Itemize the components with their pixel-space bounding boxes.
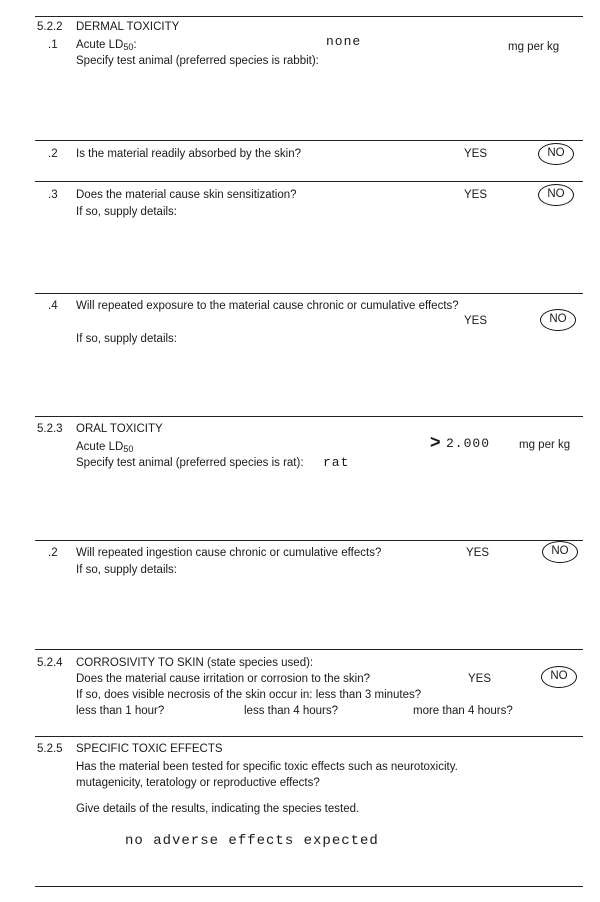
rule — [35, 140, 583, 141]
no-option-circled: NO — [540, 309, 576, 331]
section-number: 5.2.4 — [37, 657, 63, 669]
question-text: Is the material readily absorbed by the skin? — [76, 148, 302, 160]
yes-option: YES — [464, 189, 488, 201]
no-option-circled: NO — [542, 541, 578, 563]
yes-option: YES — [466, 547, 490, 559]
ld50-unit: mg per kg — [508, 41, 560, 53]
rule — [35, 181, 583, 182]
question-text: Will repeated exposure to the material cause chronic or cumulative effects? — [76, 300, 459, 312]
ld50-label: Acute $LD_{50}$ — [76, 441, 134, 454]
question-text: Does the material cause skin sensitization? — [76, 189, 297, 201]
section-number: 5.2.3 — [37, 423, 63, 435]
item-number: .2 — [48, 148, 58, 160]
necrosis-option: more than 4 hours? — [413, 705, 513, 717]
yes-option: YES — [468, 673, 492, 685]
ld50-value: 2.000 — [446, 436, 491, 451]
details-prompt: Give details of the results, indicating the species tested. — [76, 803, 360, 815]
details-prompt: If so, supply details: — [76, 333, 177, 345]
specify-animal: Specify test animal (preferred species is rat): — [76, 457, 304, 469]
details-prompt: If so, supply details: — [76, 564, 177, 576]
rule — [35, 416, 583, 417]
no-option-circled: NO — [541, 666, 577, 688]
ld50-unit: mg per kg — [519, 439, 571, 451]
item-number: .2 — [48, 547, 58, 559]
bottom-rule — [35, 886, 583, 887]
necrosis-option: less than 1 hour? — [76, 705, 165, 717]
necrosis-question: If so, does visible necrosis of the skin occur in: less than 3 minutes? — [76, 689, 422, 701]
section-number: 5.2.5 — [37, 743, 63, 755]
ld50-value: none — [326, 34, 362, 49]
item-number: .1 — [48, 39, 58, 51]
rule — [35, 736, 583, 737]
answer-typed: no adverse effects expected — [125, 833, 379, 849]
question-text: Will repeated ingestion cause chronic or cumulative effects? — [76, 547, 382, 559]
no-option-circled: NO — [538, 184, 574, 206]
top-rule — [35, 16, 583, 17]
section-title: SPECIFIC TOXIC EFFECTS — [76, 743, 223, 755]
ld50-label: Acute $LD_{50}$: — [76, 39, 137, 52]
details-prompt: If so, supply details: — [76, 206, 177, 218]
test-animal-value: rat — [323, 455, 350, 470]
necrosis-option: less than 4 hours? — [244, 705, 338, 717]
question-text: Does the material cause irritation or corrosion to the skin? — [76, 673, 371, 685]
section-title: CORROSIVITY TO SKIN (state species used): — [76, 657, 314, 669]
rule — [35, 540, 583, 541]
specify-animal: Specify test animal (preferred species is rabbit): — [76, 55, 319, 67]
no-option-circled: NO — [538, 143, 574, 165]
rule — [35, 293, 583, 294]
item-number: .4 — [48, 300, 58, 312]
rule — [35, 649, 583, 650]
section-title: DERMAL TOXICITY — [76, 21, 180, 33]
greater-than-sign: > — [430, 432, 441, 452]
yes-option: YES — [464, 315, 488, 327]
question-text: Has the material been tested for specific toxic effects such as neurotoxicity. — [76, 761, 458, 773]
section-title: ORAL TOXICITY — [76, 423, 163, 435]
section-number: 5.2.2 — [37, 21, 63, 33]
question-text: mutagenicity, teratology or reproductive effects? — [76, 777, 320, 789]
yes-option: YES — [464, 148, 488, 160]
item-number: .3 — [48, 189, 58, 201]
